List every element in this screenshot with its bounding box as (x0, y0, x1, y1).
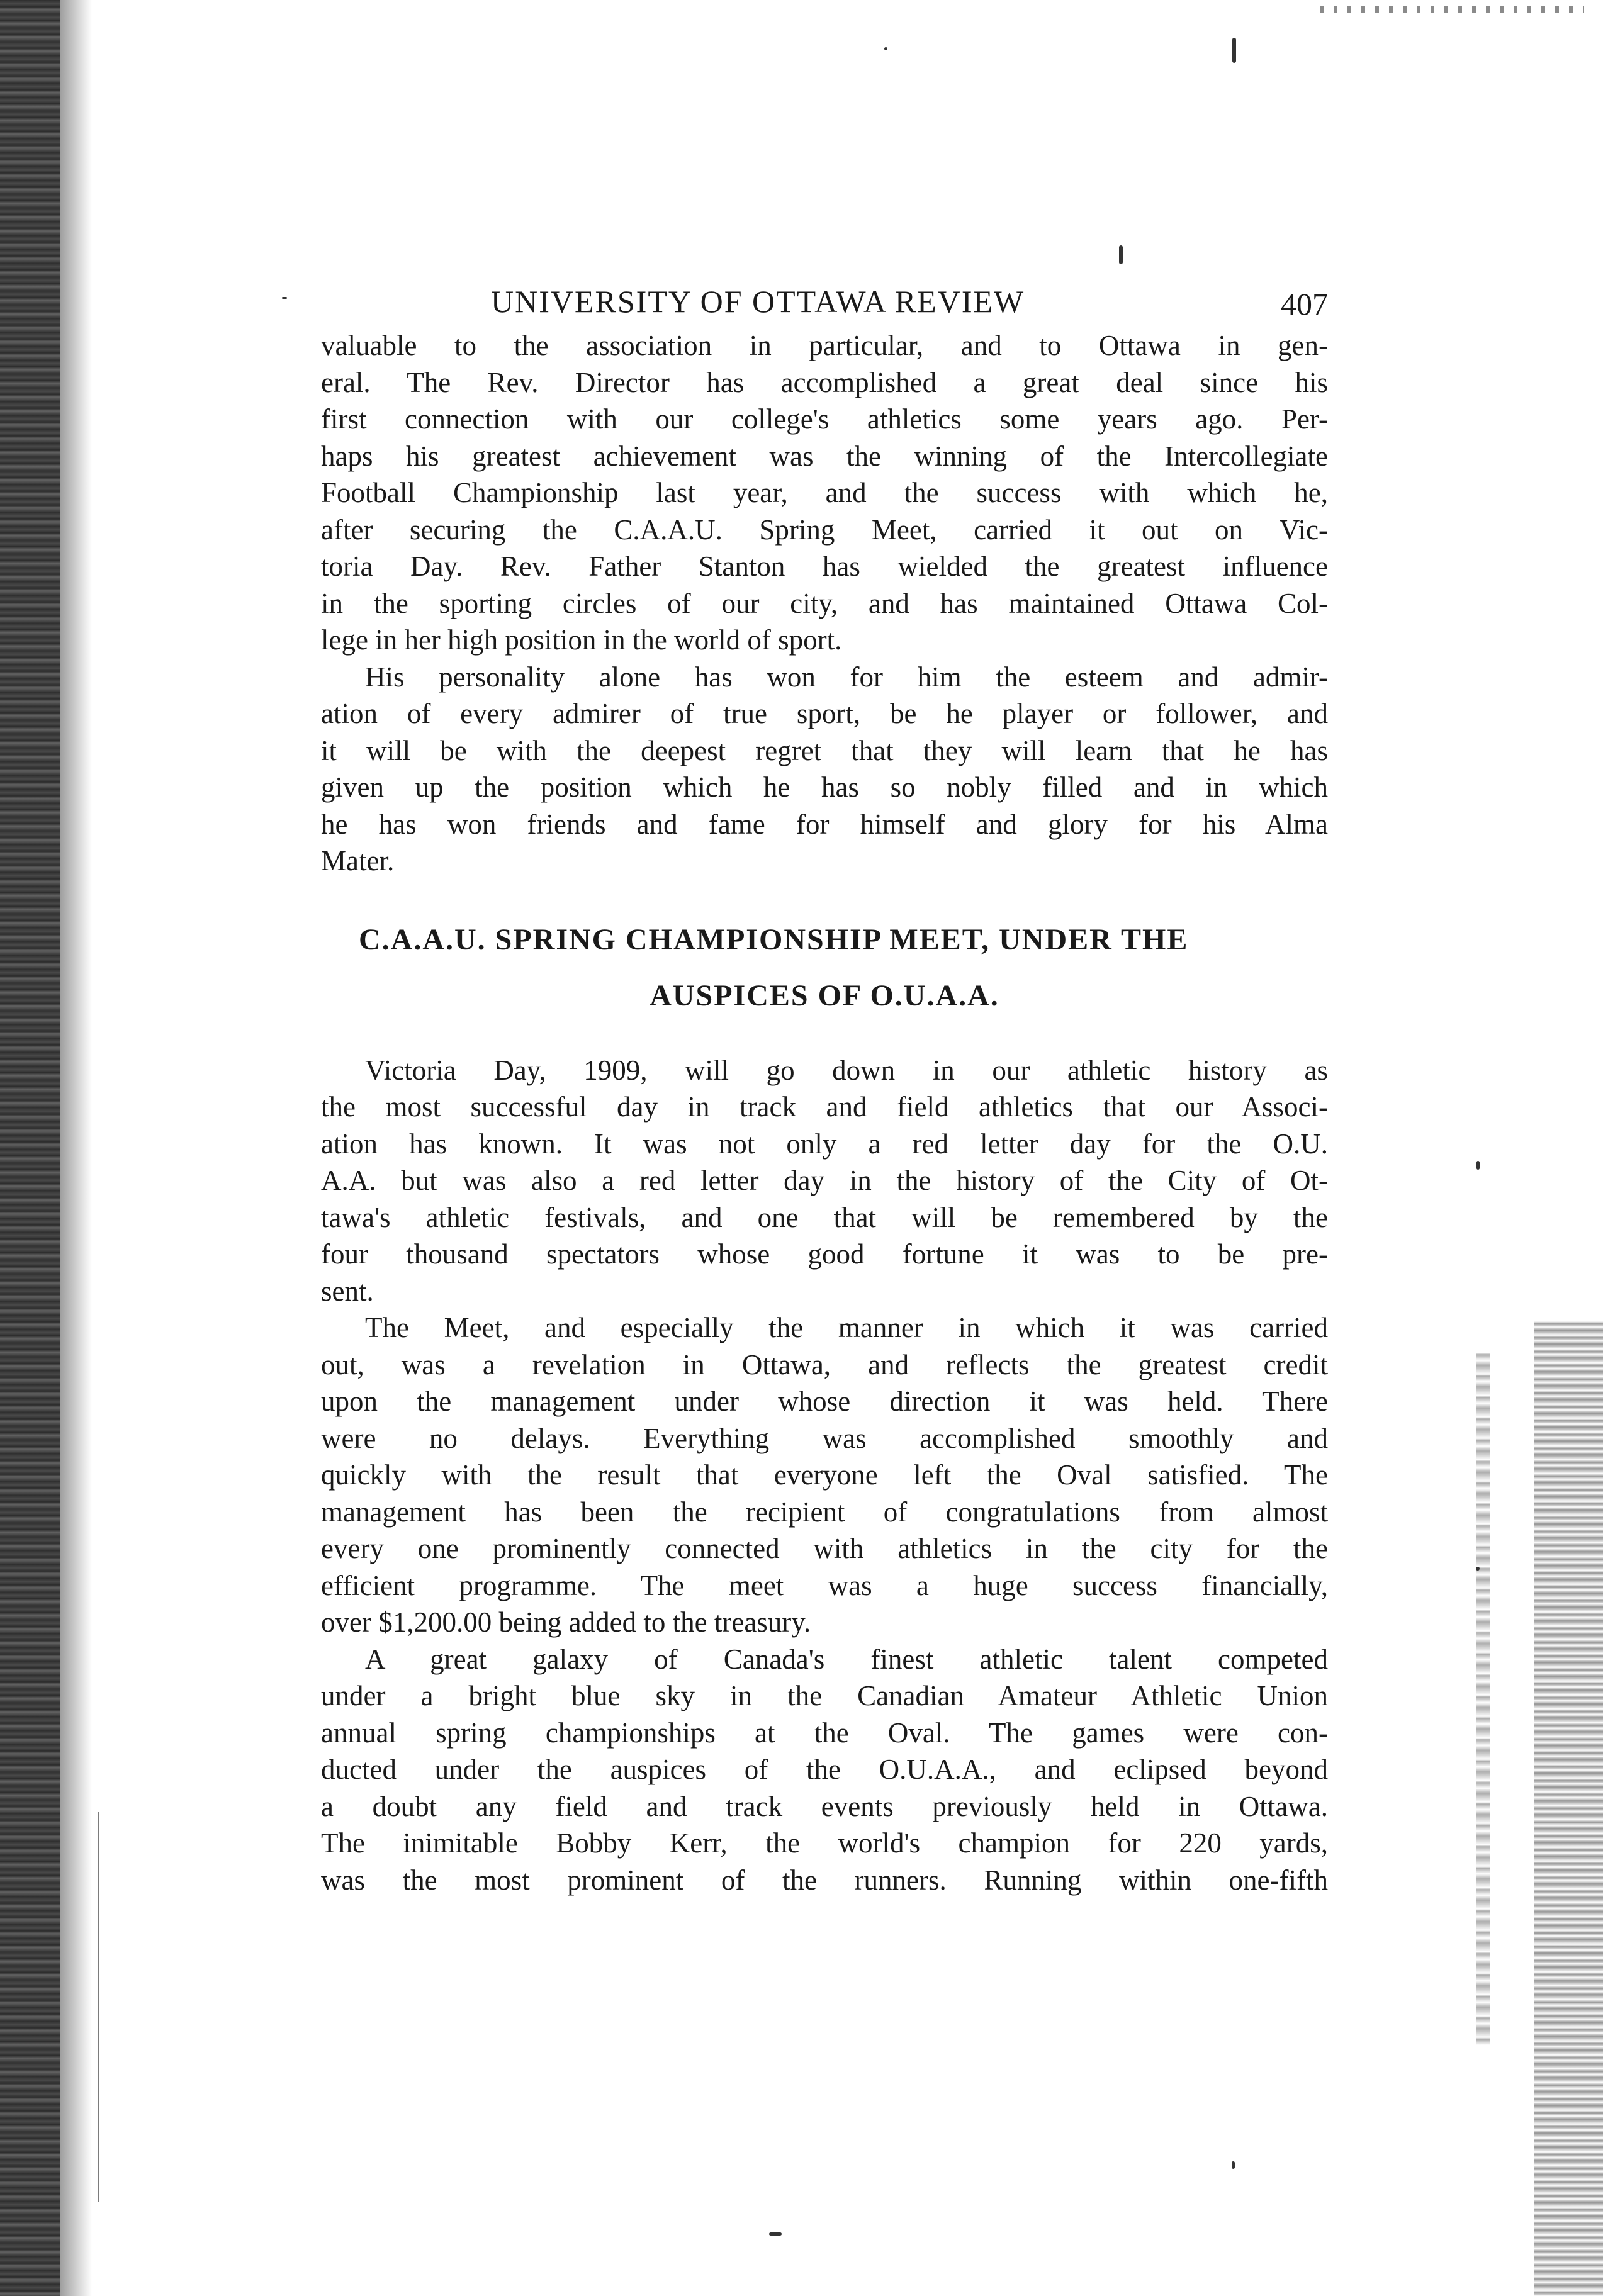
text-line: The inimitable Bobby Kerr, the world's champion for 220 yards, (321, 1827, 1328, 1859)
text-line: Victoria Day, 1909, will go down in our athletic history as (365, 1054, 1328, 1086)
text-line: His personality alone has won for him the esteem and admir- (365, 661, 1328, 693)
text-line: after securing the C.A.A.U. Spring Meet, carried it out on Vic- (321, 513, 1328, 546)
scan-speck (769, 2232, 782, 2236)
paragraph (321, 659, 1328, 880)
scan-speck (1232, 38, 1236, 63)
text-line: given up the position which he has so nobly filled and in which (321, 771, 1328, 803)
text-line: A great galaxy of Canada's finest athletic talent competed (365, 1643, 1328, 1675)
text-line: every one prominently connected with athletics in the city for the (321, 1533, 1328, 1564)
text-line: over $1,200.00 being added to the treasury. (321, 1606, 811, 1638)
section-spring-meet (321, 1052, 1328, 1899)
text-line: haps his greatest achievement was the winning of the Intercollegiate (321, 440, 1328, 472)
text-line: eral. The Rev. Director has accomplished a great deal since his (321, 366, 1328, 398)
scan-speck (1476, 1161, 1480, 1170)
text-line: upon the management under whose direction it was held. There (321, 1386, 1328, 1417)
text-line: annual spring championships at the Oval. The games were con- (321, 1716, 1328, 1749)
text-line: Mater. (321, 845, 395, 876)
text-line: lege in her high position in the world of sport. (321, 624, 842, 656)
text-line: under a bright blue sky in the Canadian Amateur Athletic Union (321, 1680, 1328, 1711)
text-line: out, was a revelation in Ottawa, and reflects the greatest credit (321, 1348, 1328, 1380)
scan-speck (884, 47, 887, 50)
text-line: toria Day. Rev. Father Stanton has wielded the greatest influence (321, 551, 1328, 582)
text-line: the most successful day in track and field athletics that our Associ- (321, 1091, 1328, 1123)
text-line: efficient programme. The meet was a huge success financially, (321, 1569, 1328, 1601)
scan-right-speckle (1476, 1353, 1490, 2045)
scan-binding-edge (0, 0, 60, 2296)
scan-speck (1476, 1567, 1480, 1571)
text-line: Football Championship last year, and the success with which he, (321, 477, 1328, 508)
running-title: UNIVERSITY OF OTTAWA REVIEW (491, 284, 1025, 319)
scan-speck (282, 297, 287, 299)
text-line: valuable to the association in particular, and to Ottawa in gen- (321, 330, 1328, 361)
paragraph (321, 1641, 1328, 1899)
scan-right-edge (1534, 1321, 1603, 2296)
text-line: quickly with the result that everyone left the Oval satisfied. The (321, 1459, 1328, 1491)
section-heading-line-1: C.A.A.U. SPRING CHAMPIONSHIP MEET, UNDER THE (359, 922, 1189, 956)
text-line: in the sporting circles of our city, and has maintained Ottawa Col- (321, 587, 1328, 619)
paragraph (321, 327, 1328, 659)
text-line: The Meet, and especially the manner in which it was carried (365, 1312, 1328, 1343)
text-line: ation of every admirer of true sport, be he player or follower, and (321, 698, 1328, 729)
text-line: ation has known. It was not only a red letter day for the O.U. (321, 1128, 1328, 1160)
text-line: it will be with the deepest regret that they will learn that he has (321, 734, 1328, 766)
scan-margin-line (98, 1812, 99, 2202)
text-line: tawa's athletic festivals, and one that will be remembered by the (321, 1201, 1328, 1233)
paragraph (321, 1309, 1328, 1641)
running-header (321, 271, 1328, 327)
text-line: management has been the recipient of congratulations from almost (321, 1496, 1328, 1528)
scan-top-speckle (1320, 6, 1584, 13)
section-heading-line-2: AUSPICES OF O.U.A.A. (650, 978, 999, 1012)
text-line: was the most prominent of the runners. Running within one-fifth (321, 1864, 1328, 1896)
page-number: 407 (1281, 286, 1328, 322)
scan-speck (1119, 245, 1123, 264)
scan-speck (1232, 2161, 1235, 2169)
paragraph (321, 1052, 1328, 1310)
text-line: he has won friends and fame for himself and glory for his Alma (321, 808, 1328, 840)
text-line: ducted under the auspices of the O.U.A.A., and eclipsed beyond (321, 1754, 1328, 1785)
text-line: a doubt any field and track events previously held in Ottawa. (321, 1790, 1328, 1822)
document-page (321, 271, 1328, 1898)
text-line: A.A. but was also a red letter day in the history of the City of Ot- (321, 1165, 1328, 1196)
text-line: sent. (321, 1275, 374, 1307)
text-line: first connection with our college's athletics some years ago. Per- (321, 403, 1328, 435)
text-line: were no delays. Everything was accomplished smoothly and (321, 1422, 1328, 1454)
scan-binding-shadow (60, 0, 92, 2296)
section-director-tribute (321, 327, 1328, 880)
text-line: four thousand spectators whose good fortune it was to be pre- (321, 1238, 1328, 1270)
